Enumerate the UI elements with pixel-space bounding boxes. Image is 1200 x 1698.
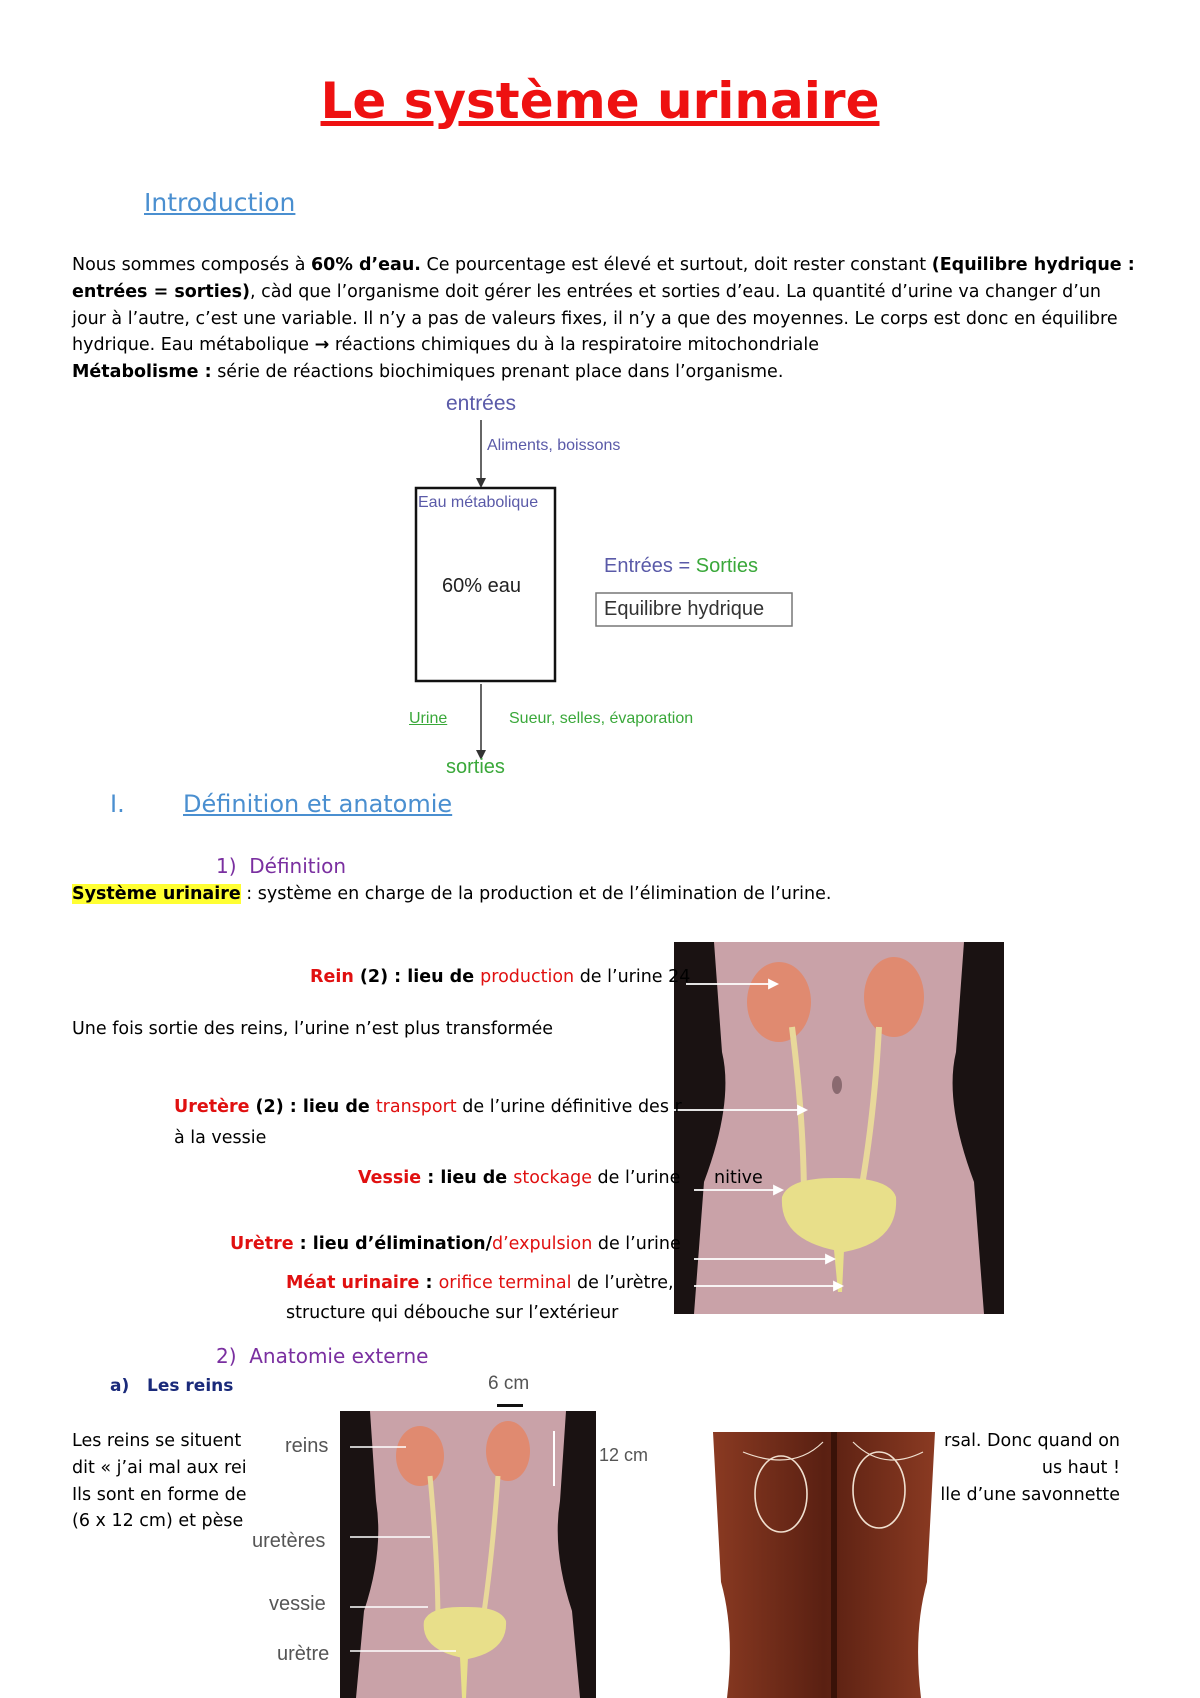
vessie-tail: nitive xyxy=(714,1168,763,1188)
uretere-line-2: à la vessie xyxy=(174,1128,267,1148)
left-kidney xyxy=(747,962,811,1042)
uretre-line: Urètre : lieu d’élimination/d’expulsion de l’urine xyxy=(230,1234,681,1254)
kidney-figure xyxy=(340,1411,596,1698)
navel xyxy=(832,1076,842,1094)
diagram-sueur: Sueur, selles, évaporation xyxy=(509,710,694,727)
reins-text: Les reins se situent dit « j’ai mal aux rei Ils sont en forme de (6 x 12 cm) et pèse xyxy=(72,1431,247,1532)
diagram-entrees: entrées xyxy=(446,392,517,415)
width-bar xyxy=(497,1404,523,1407)
meat-line-2: structure qui débouche sur l’extérieur xyxy=(286,1303,619,1323)
urinary-system-figure xyxy=(674,942,1004,1314)
diagram-eau-metabolique: Eau métabolique xyxy=(418,494,539,511)
intro-line-2: entrées = sorties), càd que l’organisme doit gérer les entrées et sorties d’eau. La quantité d’urine va changer d’un xyxy=(72,281,1102,302)
definition-term: Système urinaire xyxy=(72,884,241,904)
section-number: I. xyxy=(110,790,125,818)
right-kidney xyxy=(864,957,924,1037)
meat-line: Méat urinaire : orifice terminal de l’urètre, xyxy=(286,1273,674,1293)
diagram-aliments: Aliments, boissons xyxy=(487,437,621,454)
diagram-equilibre: Equilibre hydrique xyxy=(604,598,765,620)
vessie-line: Vessie : lieu de stockage de l’urine xyxy=(358,1168,681,1188)
arrow-right-icon: → xyxy=(314,335,330,356)
subsection-reins: a) Les reins xyxy=(110,1376,234,1396)
definition-line: Système urinaire : système en charge de la production et de l’élimination de l’urine. xyxy=(72,884,832,904)
back-figure xyxy=(713,1432,935,1698)
apres-reins-line: Une fois sortie des reins, l’urine n’est plus transformée xyxy=(72,1019,554,1039)
intro-heading: Introduction xyxy=(144,188,296,217)
fig2-right-kidney xyxy=(486,1421,530,1481)
rein-line: Rein (2) : lieu de production de l’urine 24 xyxy=(310,967,691,987)
arrow-in-head xyxy=(476,478,486,488)
label-uretre: urètre xyxy=(277,1643,330,1665)
width-label: 6 cm xyxy=(488,1373,530,1394)
page-title: Le système urinaire xyxy=(320,72,880,130)
label-reins: reins xyxy=(285,1435,329,1457)
intro-line-3: jour à l’autre, c’est une variable. Il n’y a pas de valeurs fixes, il n’y a que des moyennes. Le corps est donc en équilibre xyxy=(72,308,1118,329)
height-label: 12 cm xyxy=(599,1445,649,1465)
subsection-definition: 1) Définition xyxy=(216,854,347,878)
intro-line-4: hydrique. Eau métabolique → réactions chimiques du à la respiratoire mitochondriale xyxy=(72,335,819,356)
intro-line-1: Nous sommes composés à 60% d’eau. Ce pourcentage est élevé et surtout, doit rester constant (Equilibre hydrique : xyxy=(72,255,1135,275)
diagram-urine: Urine xyxy=(409,710,448,727)
water-balance-diagram xyxy=(0,0,1200,800)
fig2-left-kidney xyxy=(396,1426,444,1486)
section-heading: Définition et anatomie xyxy=(183,790,453,818)
diagram-lines xyxy=(0,0,1200,800)
label-ureteres: uretères xyxy=(252,1530,326,1552)
reins-text-right: rsal. Donc quand on us haut ! lle d’une savonnette xyxy=(940,1431,1120,1505)
intro-line-5: Métabolisme : série de réactions biochimiques prenant place dans l’organisme. xyxy=(72,362,784,383)
uretere-line: Uretère (2) : lieu de transport de l’urine définitive des r xyxy=(174,1097,682,1117)
diagram-sorties: sorties xyxy=(446,756,505,778)
diagram-pct-eau: 60% eau xyxy=(442,575,521,597)
diagram-equation: Entrées = Sorties xyxy=(604,555,758,577)
subsection-anatomie: 2) Anatomie externe xyxy=(216,1344,429,1368)
label-vessie: vessie xyxy=(269,1593,326,1615)
